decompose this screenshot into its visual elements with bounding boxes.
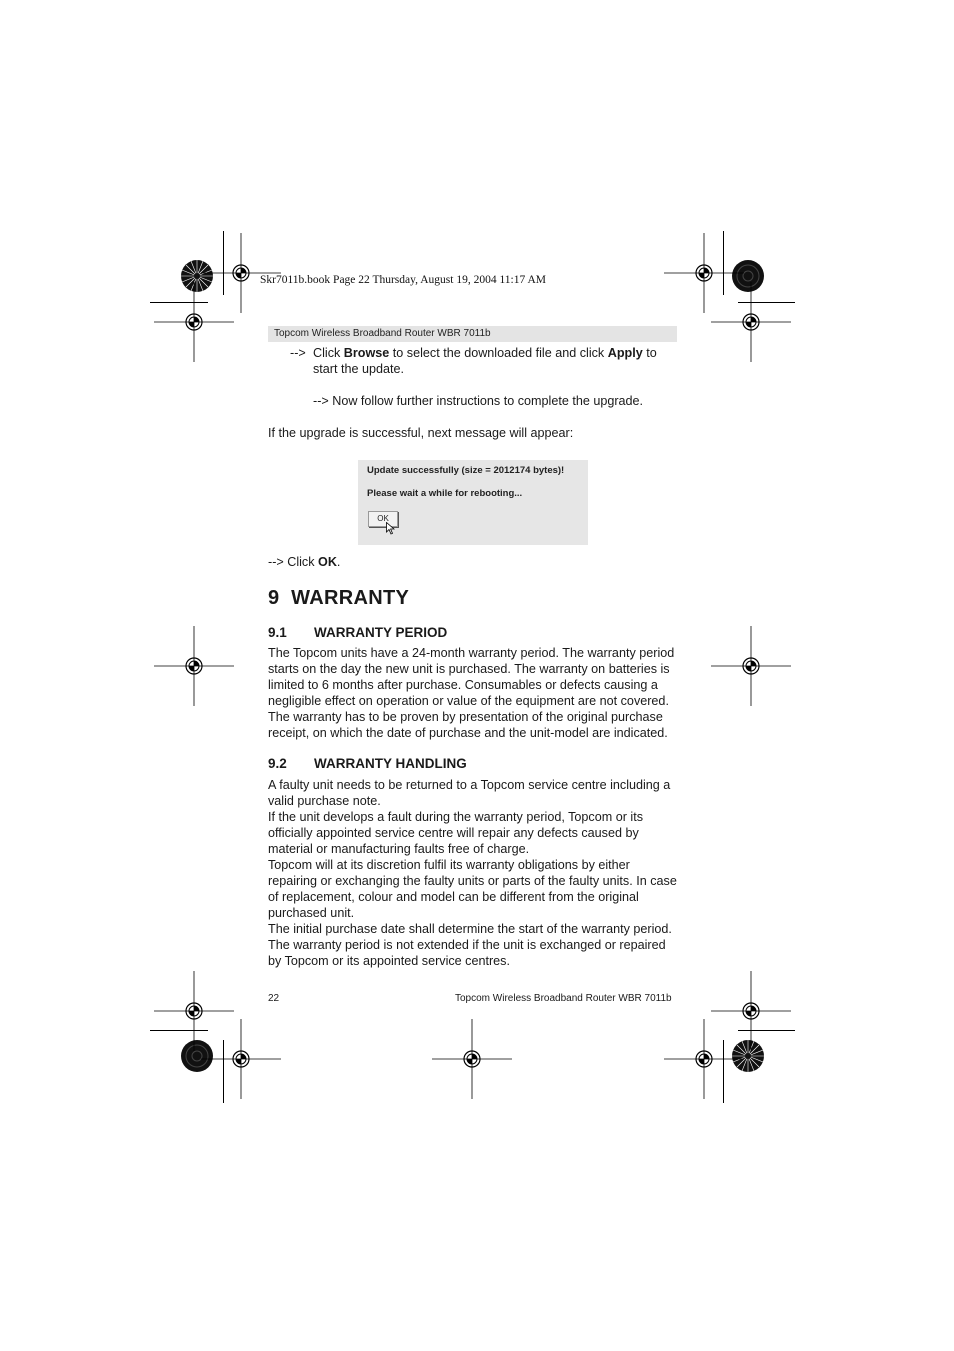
crosshair-mark — [154, 626, 234, 706]
step-arrow: --> — [290, 346, 306, 360]
click-ok-prefix: --> Click — [268, 555, 319, 569]
color-wheel-mark — [732, 260, 764, 292]
update-success-dialog — [358, 460, 588, 545]
apply-keyword: Apply — [607, 346, 643, 360]
step1-suffix: to start the update. — [313, 346, 657, 376]
section-number: 9.1 — [268, 625, 287, 640]
step1-middle: to select the downloaded file and click — [389, 346, 608, 360]
section-title: WARRANTY HANDLING — [314, 756, 467, 771]
section-number: 9.2 — [268, 756, 287, 771]
section-heading-warranty-handling — [268, 756, 467, 771]
crosshair-mark — [711, 971, 791, 1051]
handling-paragraph: The initial purchase date shall determine the start of the warranty period. The warranty period is not extended if the unit is exchanged or repaired by Topcom or its appointed service centres. — [268, 922, 672, 968]
print-slug: Skr7011b.book Page 22 Thursday, August 19, 2004 11:17 AM — [260, 274, 547, 286]
intro-message: If the upgrade is successful, next message will appear: — [268, 426, 574, 440]
warranty-handling-text — [268, 777, 680, 969]
handling-paragraph: Topcom will at its discretion fulfil its warranty obligations by either repairing or exchanging the faulty units or parts of the faulty units. In case of replacement, colour and model can be different from the original purchased unit. — [268, 858, 677, 920]
step1-prefix: Click — [313, 346, 344, 360]
crosshair-mark — [664, 233, 744, 313]
crosshair-mark — [711, 626, 791, 706]
handling-paragraph: If the unit develops a fault during the warranty period, Topcom or its officially appointed service centre will repair any defects caused by material or manufacturing faults free of charge. — [268, 810, 643, 856]
crosshair-mark — [711, 282, 791, 362]
ok-button[interactable]: OK — [368, 511, 398, 527]
page-number: 22 — [268, 993, 280, 1004]
crosshair-mark — [664, 1019, 744, 1099]
chapter-number: 9 — [268, 587, 280, 609]
step-follow-instructions: --> Now follow further instructions to complete the upgrade. — [313, 394, 644, 408]
dialog-line-success: Update successfully (size = 2012174 bytes)! — [367, 465, 565, 476]
crosshair-mark — [154, 282, 234, 362]
dialog-line-reboot: Please wait a while for rebooting... — [367, 488, 523, 499]
chapter-title: WARRANTY — [291, 587, 410, 609]
section-title: WARRANTY PERIOD — [314, 625, 448, 640]
step-browse-apply — [313, 345, 683, 377]
crosshair-mark — [201, 1019, 281, 1099]
running-header: Topcom Wireless Broadband Router WBR 7011b — [268, 326, 677, 342]
mouse-cursor-icon — [386, 522, 395, 535]
section-heading-warranty-period — [268, 625, 447, 640]
footer-title: Topcom Wireless Broadband Router WBR 7011b — [455, 993, 672, 1004]
click-ok-suffix: . — [336, 555, 341, 569]
chapter-heading — [268, 587, 409, 610]
crosshair-mark — [201, 233, 281, 313]
color-wheel-mark — [181, 260, 213, 292]
handling-paragraph: A faulty unit needs to be returned to a Topcom service centre including a valid purchase note. — [268, 778, 671, 808]
click-ok-instruction — [268, 554, 340, 570]
crosshair-mark — [432, 1019, 512, 1099]
ok-keyword: OK — [318, 555, 337, 569]
crosshair-mark — [154, 971, 234, 1051]
color-wheel-mark — [181, 1040, 213, 1072]
warranty-period-paragraph: The Topcom units have a 24-month warranty period. The warranty period starts on the day the new unit is purchased. The warranty on batteries is limited to 6 months after purchase. Consumables or defects causing a negligible effect on operation or value of the equipment are not covered. The warranty has to be proven by presentation of the original purchase receipt, on which the date of purchase and the unit-model are indicated. — [268, 646, 675, 740]
color-wheel-mark — [732, 1040, 764, 1072]
browse-keyword: Browse — [343, 346, 390, 360]
